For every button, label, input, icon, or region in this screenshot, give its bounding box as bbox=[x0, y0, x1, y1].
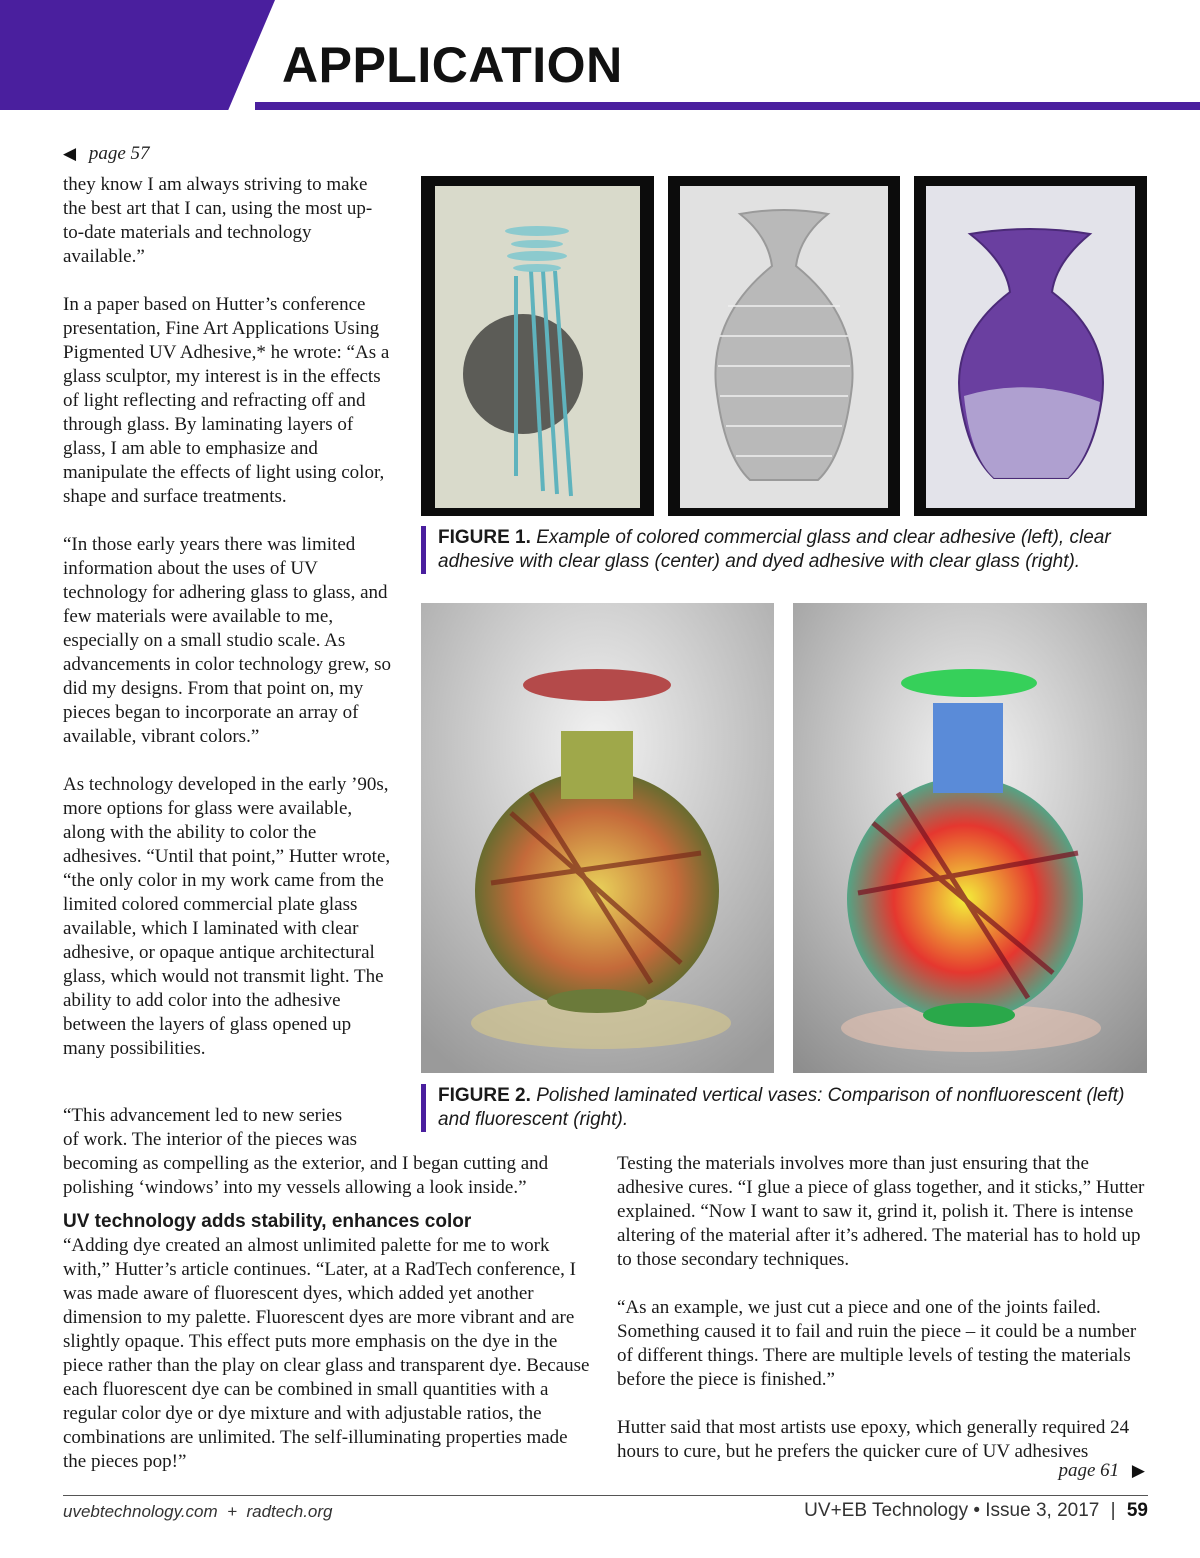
figure1-photo-center bbox=[668, 176, 900, 516]
subhead: UV technology adds stability, enhances color bbox=[63, 1211, 472, 1232]
figure2-photo-left bbox=[421, 603, 774, 1073]
nonfluorescent-vase-image bbox=[421, 603, 774, 1073]
figure2-description: Polished laminated vertical vases: Comparison of nonfluorescent (left) and fluorescent (right). bbox=[438, 1085, 1125, 1130]
paragraph: “Adding dye created an almost unlimited palette for me to work with,” Hutter’s article continues. “Later, at a RadTech conference, I was made aware of fluorescent dyes, which added yet another dimension to my palette. Fluorescent dyes are more vibrant and are slightly opaque. This effect puts more emphasis on the dye in the piece rather than the play on clear glass and transparent dye. Because each fluorescent dye can be combined in small quantities with a regular color dye or dye mixture and with adjustable ratios, the combinations are unlimited. The self-illuminating properties made the pieces pop!” bbox=[63, 1235, 590, 1472]
right-column bbox=[617, 1152, 1152, 1464]
figure1-photo-left bbox=[421, 176, 654, 516]
fluorescent-vase-image bbox=[793, 603, 1147, 1073]
left-triangle-icon: ◀ bbox=[63, 144, 77, 164]
figure2-caption bbox=[421, 1084, 1158, 1132]
purple-vase-image bbox=[914, 176, 1147, 516]
figure1-label: FIGURE 1. bbox=[438, 527, 531, 548]
page-number: 59 bbox=[1126, 1500, 1148, 1521]
publication-name: UV+EB Technology • Issue 3, 2017 bbox=[804, 1500, 1100, 1521]
lower-left-column bbox=[63, 1152, 593, 1474]
clear-vase-image bbox=[668, 176, 900, 516]
figure2-label: FIGURE 2. bbox=[438, 1085, 531, 1106]
section-title: APPLICATION bbox=[282, 37, 623, 93]
continued-to[interactable] bbox=[1058, 1460, 1145, 1482]
paragraph-line: “This advancement led to new series bbox=[63, 1105, 343, 1126]
continued-from-text: page 57 bbox=[88, 143, 150, 164]
figure2-photo-right bbox=[793, 603, 1147, 1073]
paragraph: Testing the materials involves more than just ensuring that the adhesive cures. “I glue a piece of glass together, and it sticks,” Hutter explained. “Now I want to saw it, grind it, polish it. There is intense altering of the material after it’s adhered. The material has to hold up to those secondary techniques. bbox=[617, 1153, 1145, 1270]
footer-rule bbox=[63, 1495, 1148, 1496]
right-triangle-icon: ▶ bbox=[1131, 1461, 1145, 1481]
header-accent-bar bbox=[0, 0, 275, 110]
paragraph: In a paper based on Hutter’s conference presentation, Fine Art Applications Using Pigmented UV Adhesive,* he wrote: “As a glass sculptor, my interest is in the effects of light reflecting and refracting off and through glass. By laminating layers of glass, I am able to emphasize and manipulate the effects of light using color, shape and surface treatments. bbox=[63, 294, 390, 507]
left-column bbox=[63, 173, 393, 1061]
continued-from[interactable] bbox=[63, 143, 150, 165]
paragraph: Hutter said that most artists use epoxy, which generally required 24 hours to cure, but he prefers the quicker cure of UV adhesives bbox=[617, 1417, 1130, 1462]
glass-sculpture-image bbox=[421, 176, 654, 516]
paragraph-line: of work. The interior of the pieces was bbox=[63, 1129, 358, 1150]
paragraph: “In those early years there was limited information about the uses of UV technology for adhering glass to glass, and few materials were available to me, especially on a small studio scale. As advancements in color technology grew, so did my designs. From that point on, my pieces began to incorporate an array of available, vibrant colors.” bbox=[63, 534, 392, 747]
footer-separator: | bbox=[1110, 1500, 1116, 1521]
header-rule bbox=[255, 102, 1200, 110]
figure1-description: Example of colored commercial glass and clear adhesive (left), clear adhesive with clear glass (center) and dyed adhesive with clear glass (right). bbox=[438, 527, 1111, 572]
paragraph: “As an example, we just cut a piece and one of the joints failed. Something caused it to fail and ruin the piece – it could be a number of different things. There are multiple levels of testing the materials before the piece is finished.” bbox=[617, 1297, 1137, 1390]
footer-publication bbox=[804, 1500, 1148, 1522]
wrap-paragraph-start bbox=[63, 1104, 363, 1152]
paragraph: As technology developed in the early ’90s, more options for glass were available, along with the ability to color the adhesives. “Until that point,” Hutter wrote, “the only color in my work came from the limited colored commercial plate glass available, which I laminated with clear adhesive, or opaque antique architectural glass, which would not transmit light. The ability to add color into the adhesive between the layers of glass opened up many possibilities. bbox=[63, 774, 391, 1059]
figure1-photo-right bbox=[914, 176, 1147, 516]
paragraph: they know I am always striving to make the best art that I can, using the most up-to-date materials and technology available.” bbox=[63, 174, 373, 267]
footer-websites[interactable]: uvebtechnology.com + radtech.org bbox=[63, 1502, 333, 1521]
paragraph: becoming as compelling as the exterior, and I began cutting and polishing ‘windows’ into my vessels allowing a look inside.” bbox=[63, 1153, 549, 1198]
figure1-caption bbox=[421, 526, 1162, 574]
continued-to-text: page 61 bbox=[1058, 1460, 1120, 1481]
